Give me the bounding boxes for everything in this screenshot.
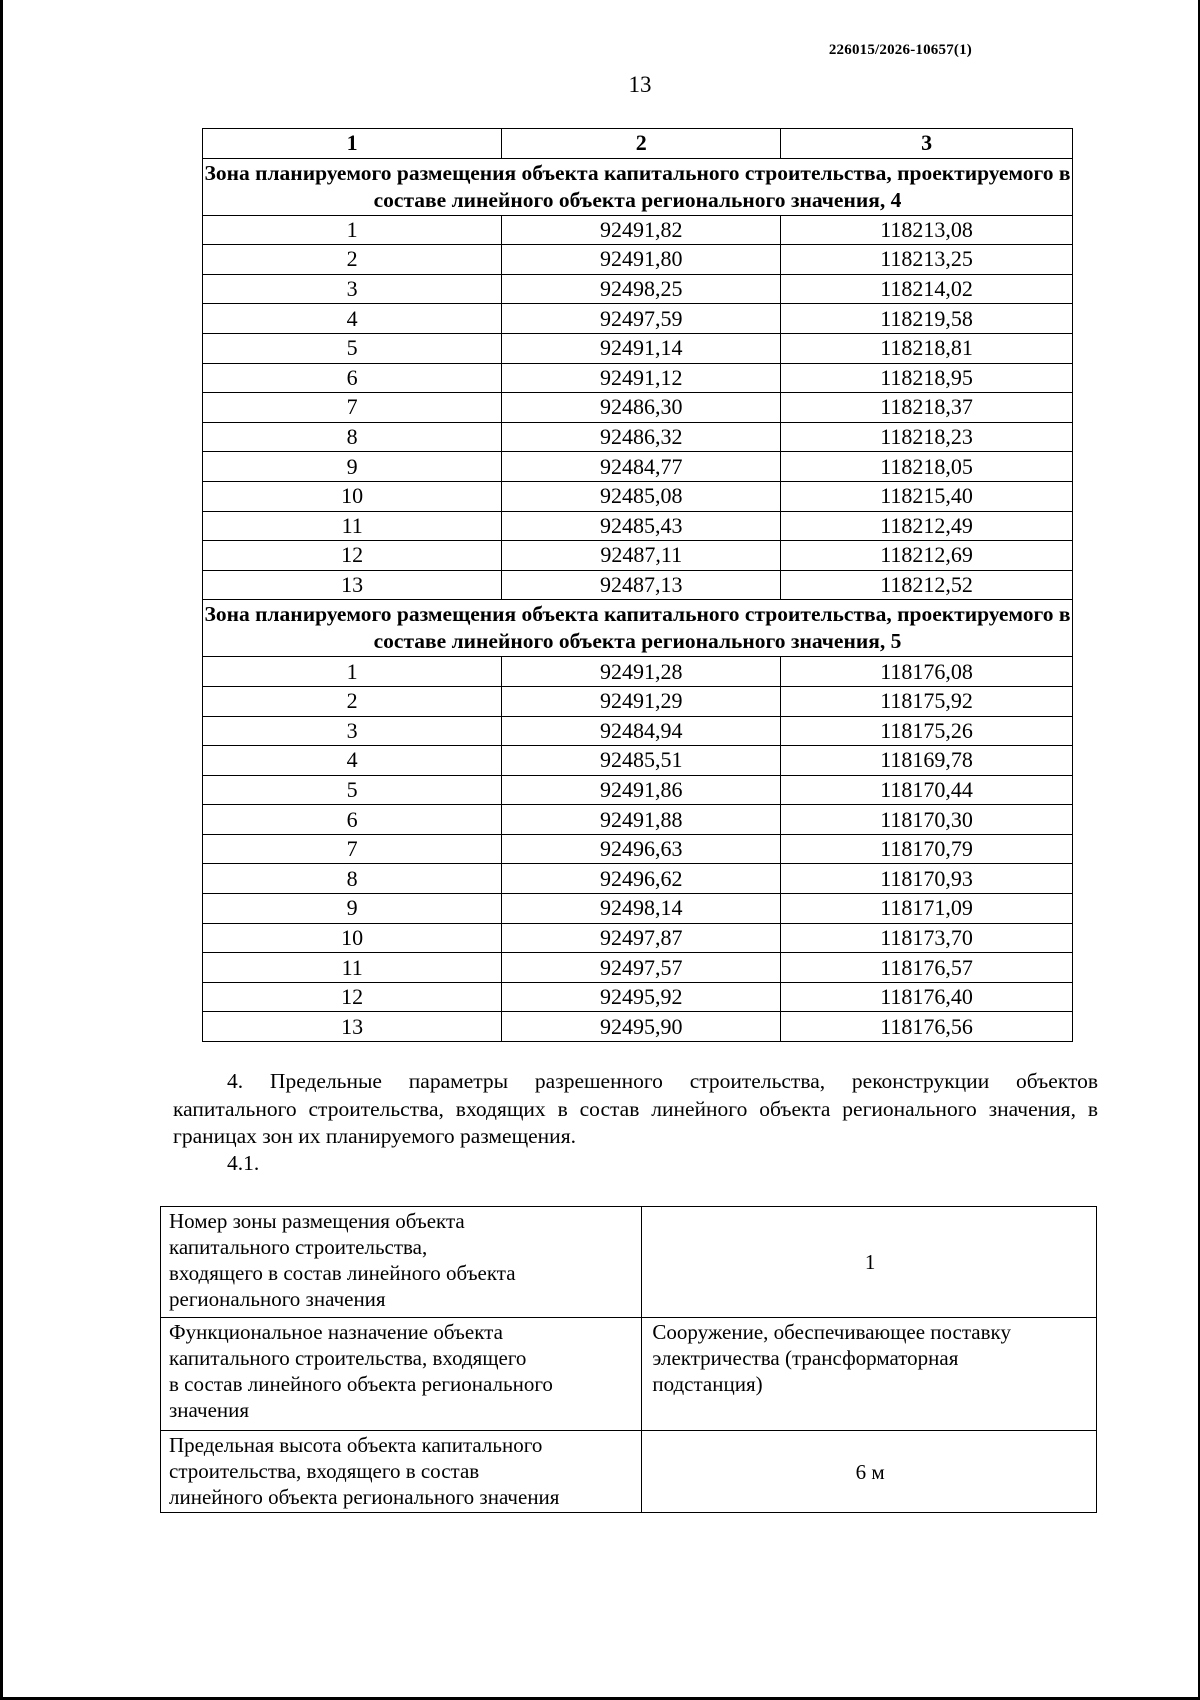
coordinate-x: 92485,51 [502,746,781,776]
table-row [203,481,1073,511]
coordinate-y: 118170,93 [781,864,1073,894]
page-number: 13 [628,72,652,97]
coordinate-y: 118176,57 [781,953,1073,983]
param-value: Сооружение, обеспечивающее поставку электричества (трансформаторная подстанция) [642,1318,1097,1431]
coordinate-y: 118171,09 [781,894,1073,924]
point-number: 3 [203,274,502,304]
point-number: 11 [203,953,502,983]
zone-title: Зона планируемого размещения объекта капитального строительства, проектируемого в составе линейного объекта регионального значения, 4 [203,158,1073,215]
coordinates-table [202,128,1073,1042]
param-label: Предельная высота объекта капитального строительства, входящего в состав линейного объекта регионального значения [161,1431,642,1513]
zone-title-row [203,158,1073,215]
coordinate-x: 92491,82 [502,215,781,245]
coordinate-x: 92486,30 [502,393,781,423]
coordinate-y: 118213,25 [781,245,1073,275]
point-number: 5 [203,333,502,363]
coordinate-y: 118175,92 [781,686,1073,716]
coordinate-y: 118218,81 [781,333,1073,363]
table-row [203,953,1073,983]
column-header: 3 [781,129,1073,159]
coordinate-x: 92495,92 [502,982,781,1012]
point-number: 8 [203,864,502,894]
point-number: 6 [203,363,502,393]
point-number: 12 [203,541,502,571]
coordinate-y: 118214,02 [781,274,1073,304]
table-row [203,982,1073,1012]
point-number: 9 [203,894,502,924]
coordinate-x: 92491,88 [502,805,781,835]
table-row [203,245,1073,275]
param-value: 6 м [642,1431,1097,1513]
coordinate-x: 92487,11 [502,541,781,571]
table-row [203,1012,1073,1042]
coordinate-y: 118213,08 [781,215,1073,245]
coordinate-x: 92497,59 [502,304,781,334]
coordinate-x: 92484,77 [502,452,781,482]
coordinate-x: 92485,43 [502,511,781,541]
point-number: 7 [203,393,502,423]
param-value: 1 [642,1207,1097,1318]
coordinate-y: 118170,30 [781,805,1073,835]
table-row [203,894,1073,924]
table-row [203,746,1073,776]
point-number: 2 [203,686,502,716]
table-row [161,1431,1097,1513]
table-row [203,657,1073,687]
point-number: 13 [203,570,502,600]
table-row [203,363,1073,393]
coordinate-x: 92491,80 [502,245,781,275]
point-number: 12 [203,982,502,1012]
point-number: 4 [203,746,502,776]
point-number: 10 [203,923,502,953]
scan-border-left [0,0,3,1700]
coordinate-x: 92496,62 [502,864,781,894]
coordinate-y: 118218,23 [781,422,1073,452]
point-number: 1 [203,215,502,245]
table-row [203,215,1073,245]
point-number: 10 [203,481,502,511]
coordinate-x: 92486,32 [502,422,781,452]
table-row [203,834,1073,864]
coordinate-y: 118218,05 [781,452,1073,482]
table-row [203,511,1073,541]
coordinate-y: 118176,40 [781,982,1073,1012]
table-row [203,923,1073,953]
point-number: 9 [203,452,502,482]
param-label: Функциональное назначение объекта капитального строительства, входящего в состав линейного объекта регионального значения [161,1318,642,1431]
table-row [203,422,1073,452]
coordinate-x: 92498,14 [502,894,781,924]
point-number: 8 [203,422,502,452]
table-row [203,393,1073,423]
coordinate-x: 92487,13 [502,570,781,600]
coordinate-y: 118212,69 [781,541,1073,571]
coordinate-x: 92491,86 [502,775,781,805]
point-number: 1 [203,657,502,687]
table-row [203,274,1073,304]
coordinate-x: 92491,28 [502,657,781,687]
section-paragraph: 4. Предельные параметры разрешенного строительства, реконструкции объектов капитального строительства, входящих в состав линейного объекта регионального значения, в границах зон их планируемого размещения. [173,1069,1098,1148]
point-number: 13 [203,1012,502,1042]
coordinate-y: 118176,08 [781,657,1073,687]
table-row [203,805,1073,835]
table-row [203,686,1073,716]
table-row [203,452,1073,482]
point-number: 7 [203,834,502,864]
coordinate-y: 118173,70 [781,923,1073,953]
table-row [161,1207,1097,1318]
coordinate-y: 118219,58 [781,304,1073,334]
document-number: 226015/2026-10657(1) [828,42,972,58]
coordinate-x: 92497,87 [502,923,781,953]
table-row [203,541,1073,571]
table-row [203,304,1073,334]
point-number: 3 [203,716,502,746]
coordinate-y: 118175,26 [781,716,1073,746]
coordinate-x: 92484,94 [502,716,781,746]
point-number: 11 [203,511,502,541]
column-header: 2 [502,129,781,159]
table-row [161,1318,1097,1431]
coordinate-y: 118212,49 [781,511,1073,541]
coordinate-x: 92491,12 [502,363,781,393]
table-row [203,570,1073,600]
subpoint-number: 4.1. [227,1151,260,1175]
coordinate-y: 118218,37 [781,393,1073,423]
coordinate-x: 92485,08 [502,481,781,511]
coordinate-y: 118170,79 [781,834,1073,864]
coordinate-x: 92491,14 [502,333,781,363]
coordinate-x: 92498,25 [502,274,781,304]
column-header: 1 [203,129,502,159]
point-number: 6 [203,805,502,835]
parameters-table [160,1206,1097,1513]
coordinate-y: 118215,40 [781,481,1073,511]
table-row [203,716,1073,746]
coordinate-y: 118170,44 [781,775,1073,805]
table-row [203,864,1073,894]
coordinate-x: 92495,90 [502,1012,781,1042]
param-label: Номер зоны размещения объекта капитального строительства, входящего в состав линейного объекта регионального значения [161,1207,642,1318]
table-row [203,775,1073,805]
table-row [203,333,1073,363]
coordinate-y: 118212,52 [781,570,1073,600]
zone-title-row [203,600,1073,657]
coordinate-x: 92496,63 [502,834,781,864]
point-number: 2 [203,245,502,275]
coordinate-y: 118169,78 [781,746,1073,776]
coordinate-y: 118176,56 [781,1012,1073,1042]
point-number: 5 [203,775,502,805]
coordinate-y: 118218,95 [781,363,1073,393]
zone-title: Зона планируемого размещения объекта капитального строительства, проектируемого в составе линейного объекта регионального значения, 5 [203,600,1073,657]
coordinate-x: 92497,57 [502,953,781,983]
table-header-row [203,129,1073,159]
coordinate-x: 92491,29 [502,686,781,716]
point-number: 4 [203,304,502,334]
